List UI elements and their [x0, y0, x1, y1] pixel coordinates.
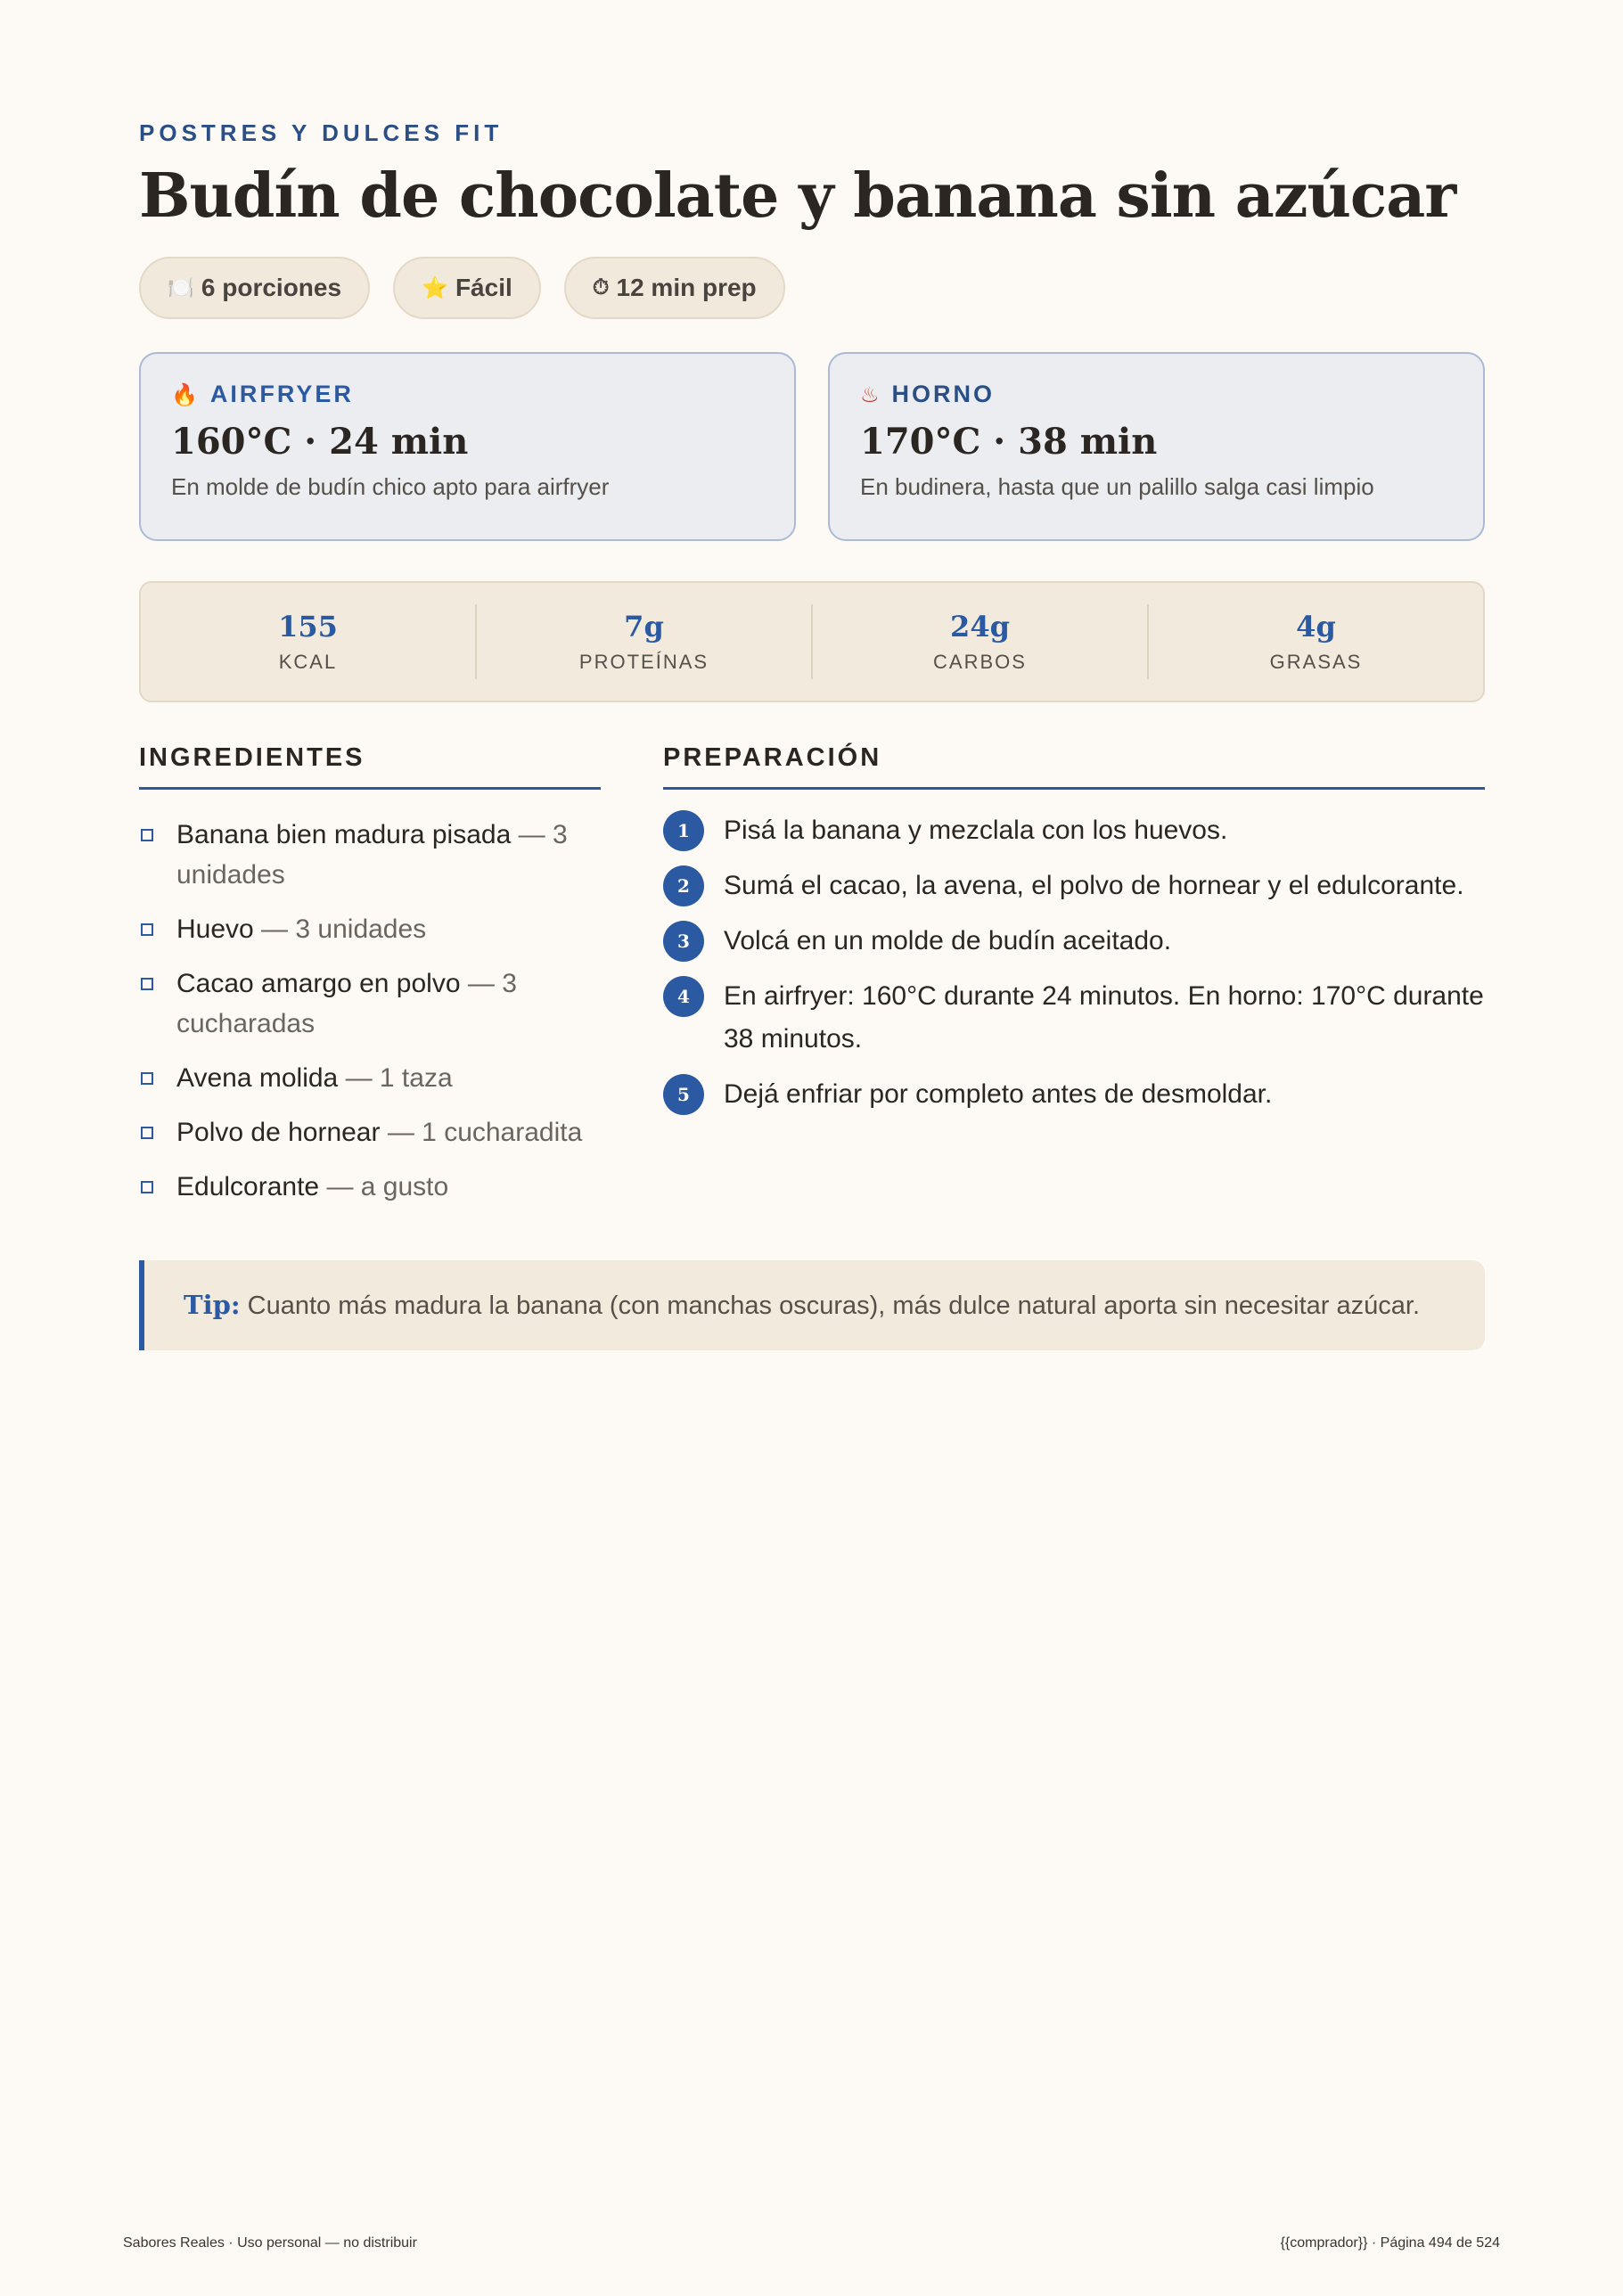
step-number-badge: 1	[663, 810, 704, 851]
servings-label: 6 porciones	[201, 274, 342, 301]
step-item	[663, 1073, 1485, 1116]
ingredient-quantity: — 1 taza	[338, 1063, 453, 1093]
ingredient-quantity: — a gusto	[319, 1172, 449, 1201]
method-name: AIRFRYER	[209, 381, 354, 407]
ingredient-item	[139, 964, 601, 1044]
nutrition-panel	[139, 581, 1485, 702]
nutrition-value: 24g	[950, 610, 1010, 644]
ingredients-section	[139, 743, 601, 1221]
nutrition-value: 155	[278, 610, 338, 644]
prep-time-label: 12 min prep	[616, 274, 757, 301]
method-note: En molde de budín chico apto para airfryer	[171, 473, 610, 500]
ingredient-quantity: — 1 cucharadita	[380, 1118, 583, 1147]
recipe-meta-chips	[139, 257, 785, 319]
step-number-badge: 3	[663, 921, 704, 962]
cooking-methods	[139, 352, 1485, 541]
ingredient-name: Avena molida	[176, 1063, 339, 1093]
ingredient-item	[139, 909, 601, 949]
nutrition-value: 4g	[1296, 610, 1336, 644]
checkbox-icon[interactable]	[141, 829, 153, 841]
page-footer	[123, 2235, 1500, 2251]
nutrition-value: 7g	[624, 610, 664, 644]
step-item	[663, 975, 1485, 1061]
ingredient-item	[139, 1167, 601, 1207]
page-title: Budín de chocolate y banana sin azúcar	[139, 160, 1456, 232]
checkbox-icon[interactable]	[141, 1181, 153, 1193]
checkbox-icon[interactable]	[141, 1127, 153, 1139]
preparation-steps	[663, 809, 1485, 1116]
nutrition-label: GRASAS	[1269, 651, 1363, 673]
plate-icon: 🍽️	[168, 275, 194, 300]
ingredient-quantity: — 3 unidades	[176, 820, 568, 890]
prep-time-chip	[564, 257, 785, 319]
ingredient-item	[139, 1058, 601, 1098]
checkbox-icon[interactable]	[141, 1072, 153, 1085]
nutrition-protein	[475, 604, 811, 679]
tip-text: Cuanto más madura la banana (con manchas oscuras), más dulce natural aporta sin necesitar azúcar.	[240, 1292, 1421, 1320]
servings-chip	[139, 257, 370, 319]
step-text: Sumá el cacao, la avena, el polvo de hornear y el edulcorante.	[724, 871, 1464, 900]
ingredient-name: Edulcorante	[176, 1172, 320, 1201]
nutrition-kcal	[141, 604, 475, 679]
nutrition-label: CARBOS	[933, 651, 1027, 673]
step-text: En airfryer: 160°C durante 24 minutos. En horno: 170°C durante 38 minutos.	[724, 981, 1484, 1054]
category-label: POSTRES Y DULCES FIT	[139, 119, 504, 146]
hot-springs-icon: ♨	[860, 381, 880, 407]
step-text: Volcá en un molde de budín aceitado.	[724, 926, 1172, 955]
preparation-heading: PREPARACIÓN	[663, 743, 1485, 790]
nutrition-label: PROTEÍNAS	[578, 651, 709, 673]
method-temp-time: 170°C · 38 min	[860, 421, 1158, 463]
step-number-badge: 2	[663, 865, 704, 906]
ingredient-quantity: — 3 cucharadas	[176, 969, 517, 1038]
ingredient-name: Banana bien madura pisada	[176, 820, 512, 849]
ingredient-name: Cacao amargo en polvo	[176, 969, 461, 998]
tip-label: Tip:	[184, 1290, 241, 1320]
ingredient-name: Huevo	[176, 914, 254, 944]
step-number-badge: 5	[663, 1074, 704, 1115]
nutrition-fat	[1147, 604, 1483, 679]
method-card-airfryer	[139, 352, 796, 541]
tip-box	[139, 1260, 1485, 1350]
ingredient-quantity: — 3 unidades	[253, 914, 427, 944]
footer-page-number: {{comprador}} · Página 494 de 524	[1280, 2235, 1500, 2251]
step-item	[663, 809, 1485, 852]
checkbox-icon[interactable]	[141, 978, 153, 990]
preparation-section	[663, 743, 1485, 1128]
step-item	[663, 920, 1485, 963]
timer-icon: ⏱	[592, 275, 610, 299]
checkbox-icon[interactable]	[141, 923, 153, 936]
ingredient-item	[139, 1112, 601, 1152]
difficulty-label: Fácil	[455, 274, 512, 301]
method-temp-time: 160°C · 24 min	[171, 421, 469, 463]
nutrition-label: KCAL	[278, 651, 338, 673]
method-name: HORNO	[891, 381, 996, 407]
step-text: Pisá la banana y mezclala con los huevos.	[724, 816, 1228, 845]
footer-left: Sabores Reales · Uso personal — no distribuir	[123, 2235, 417, 2251]
method-card-horno	[828, 352, 1485, 541]
step-text: Dejá enfriar por completo antes de desmoldar.	[724, 1079, 1273, 1109]
ingredients-list	[139, 815, 601, 1207]
step-number-badge: 4	[663, 976, 704, 1017]
nutrition-carbs	[811, 604, 1147, 679]
step-item	[663, 865, 1485, 907]
star-icon: ⭐	[422, 275, 448, 300]
fire-icon: 🔥	[171, 381, 198, 407]
difficulty-chip	[393, 257, 541, 319]
ingredients-heading: INGREDIENTES	[139, 743, 601, 790]
method-note: En budinera, hasta que un palillo salga casi limpio	[860, 473, 1374, 500]
ingredient-item	[139, 815, 601, 895]
ingredient-name: Polvo de hornear	[176, 1118, 381, 1147]
